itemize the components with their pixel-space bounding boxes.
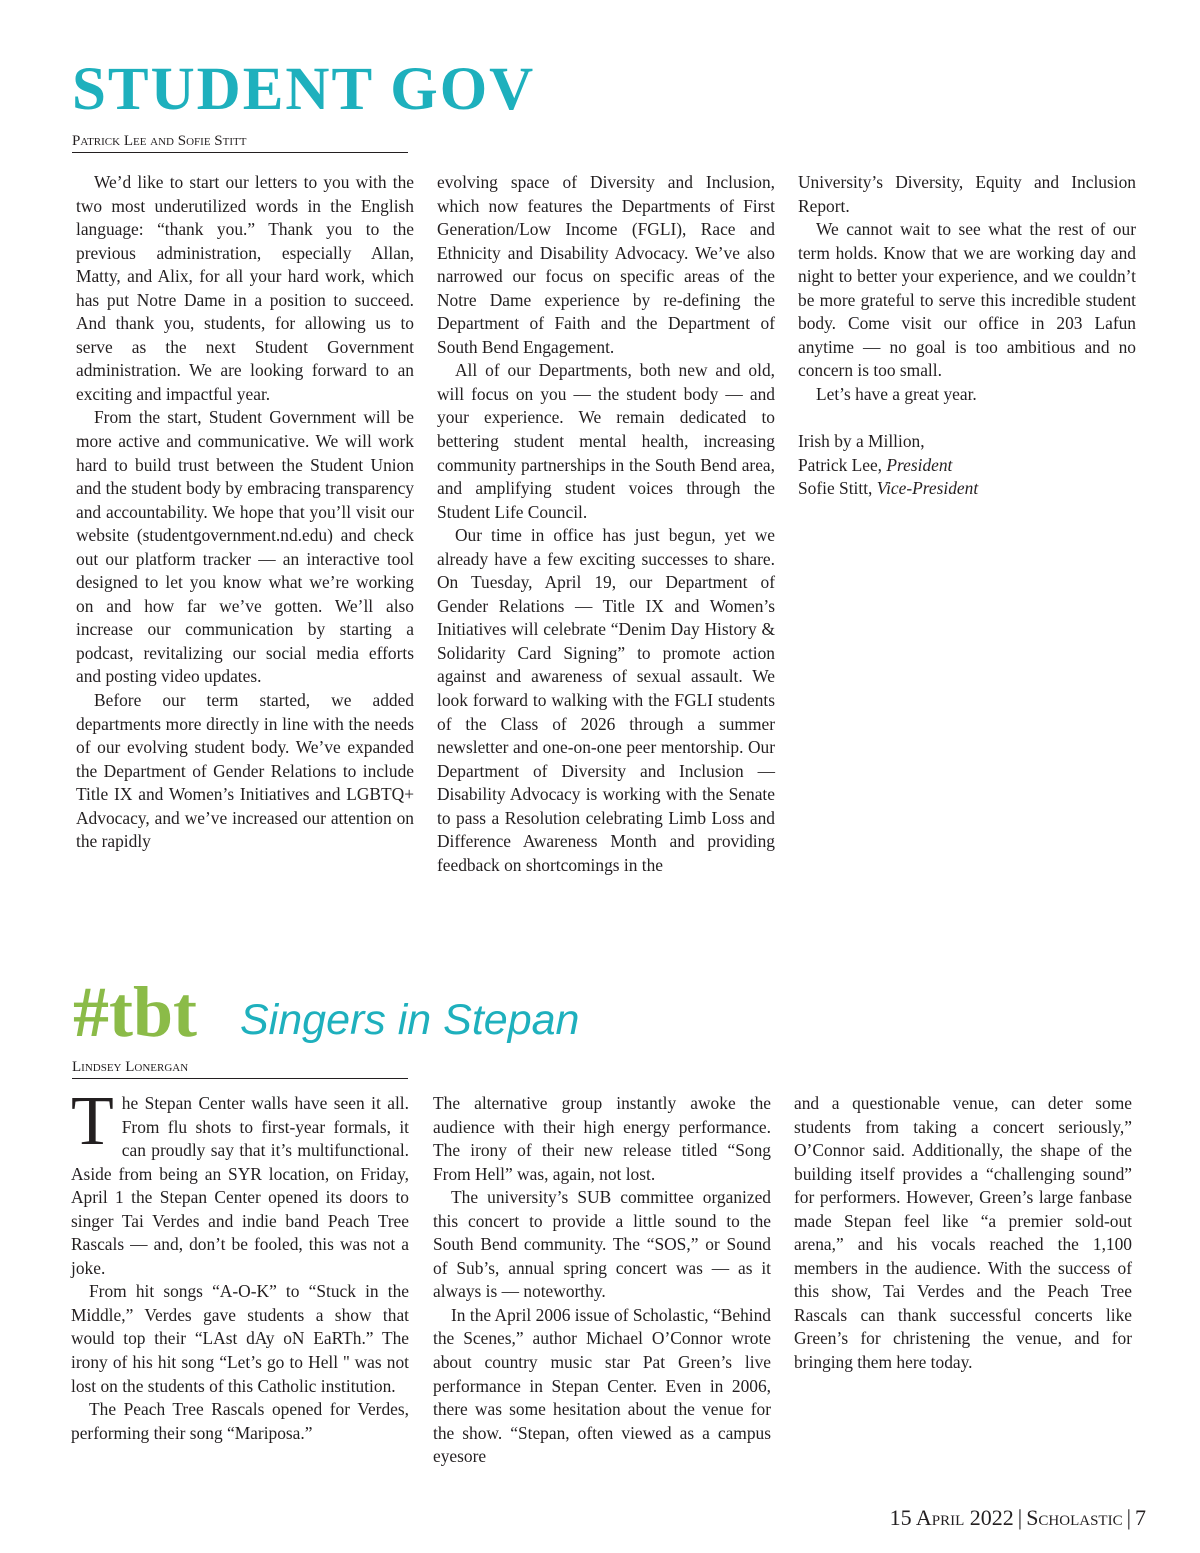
tbt-tag: #tbt [73,972,197,1052]
article-subtitle: Singers in Stepan [240,996,580,1044]
paragraph: We’d like to start our letters to you with the two most underutilized words in the English language: “thank you.” Thank you to the previous administration, especially Allan, Matty, and Alix, for all your hard work, which has put Notre Dame in a position to succeed. And thank you, students, for allowing us to serve as the next Student Government administration. We are looking forward to an exciting and impactful year. [76,172,414,404]
paragraph: In the April 2006 issue of Scholastic, “Behind the Scenes,” author Michael O’Connor wrote about country music star Pat Green’s live performance in Stepan Center. Even in 2006, there was some hesitation about the venue for the show. “Stepan, often viewed as a campus eyesore [433,1304,771,1467]
section-title: STUDENT GOV [72,56,536,123]
paragraph: From hit songs “A-O-K” to “Stuck in the Middle,” Verdes gave students a show that would top their “LAst dAy oN EaRTh.” The irony of his hit song “Let’s go to Hell '' was not lost on the students of this Catholic institution. [71,1281,409,1396]
paragraph: Before our term started, we added departments more directly in line with the needs of our evolving student body. We’ve expanded the Department of Gender Relations to include Title IX and Women’s Initiatives and LGBTQ+ Advocacy, and we’ve increased our attention on the rapidly [76,690,414,852]
paragraph: All of our Departments, both new and old, will focus on you — the student body — and your experience. We remain dedicated to bettering student mental health, increasing community partnerships in the South Bend area, and amplifying student voices through the Student Life Council. [437,360,775,522]
byline: Patrick Lee and Sofie Stitt [72,133,408,153]
paragraph: Our time in office has just begun, yet we already have a few exciting successes to share. On Tuesday, April 19, our Department of Gender Relations — Title IX and Women’s Initiatives will celebrate “Denim Day History & Solidarity Card Signing” to promote action against and awareness of sexual assault. We look forward to walking with the FGLI students of the Class of 2026 through a summer newsletter and one-on-one peer mentorship. Our Department of Diversity and Inclusion — Disability Advocacy is working with the Senate to pass a Resolution celebrating Limb Loss and Difference Awareness Month and providing feedback on shortcomings in the [437,525,775,875]
paragraph: The university’s SUB committee organized this concert to provide a little sound to the South Bend community. The “SOS,” or Sound of Sub’s, annual spring concert was — as it always is — noteworthy. [433,1187,771,1302]
paragraph: Let’s have a great year. [816,383,977,404]
paragraph: evolving space of Diversity and Inclusion, which now features the Departments of First Generation/Low Income (FGLI), Race and Ethnicity and Disability Advocacy. We’ve also narrowed our focus on specific areas of the Notre Dame experience by re-defining the Department of Faith and the Department of South Bend Engagement. [437,172,775,357]
article-column-3 [798,171,1136,501]
signature-name: Sofie Stitt, [798,478,877,499]
issue-date: 15 April 2022 [889,1505,1014,1530]
footer-separator: | [1017,1505,1023,1530]
signature-name: Patrick Lee, [798,454,887,475]
signature-role: Vice-President [876,478,979,499]
paragraph: The alternative group instantly awoke the audience with their high energy performance. The irony of their new release titled “Song From Hell” was, again, not lost. [433,1093,771,1184]
paragraph: University’s Diversity, Equity and Inclusion Report. [798,172,1136,216]
article-column-2 [433,1092,771,1469]
footer-separator: | [1126,1505,1131,1530]
article-column-1 [76,171,414,854]
drop-cap: T [71,1083,114,1160]
paragraph: We cannot wait to see what the rest of our term holds. Know that we are working day and night to better your experience, and we couldn’t be more grateful to serve this incredible student body. Come visit our office in 203 Lafun anytime — no goal is too ambitious and no concern is too small. [798,219,1136,381]
paragraph: and a questionable venue, can deter some students from taking a concert seriously,” O’Connor said. Additionally, the shape of the building itself provides a “challenging sound” for performers. However, Green’s large fanbase made Stepan feel like “a premier sold-out arena,” and his vocals reached the 1,100 members in the audience. With the success of this show, Tai Verdes and the Peach Tree Rascals can thank successful concerts like Green’s for christening the venue, and for bringing them here today. [794,1093,1132,1373]
paragraph [71,1083,409,1280]
signoff: Irish by a Million, [798,431,925,452]
article-column-1 [71,1083,409,1445]
page-footer [890,1503,1146,1533]
byline: Lindsey Lonergan [72,1059,408,1079]
signature-vice-president [798,477,1136,501]
paragraph: From the start, Student Government will be more active and communicative. We will work hard to build trust between the Student Union and the student body by embracing transparency and accountability. We hope that you’ll visit our website (studentgovernment.nd.edu) and check out our platform tracker — an interactive tool designed to let you know what we’re working on and how far we’ve gotten. We’ll also increase our communication by starting a podcast, revitalizing our social media efforts and posting video updates. [76,407,414,687]
article-column-3 [794,1092,1132,1375]
paragraph: The Peach Tree Rascals opened for Verdes, performing their song “Mariposa.” [71,1399,409,1443]
publication-name: Scholastic [1026,1505,1123,1530]
page-number: 7 [1135,1505,1146,1530]
article-column-2 [437,171,775,877]
signature-president [798,454,1136,478]
paragraph-text: he Stepan Center walls have seen it all. From flu shots to first-year formals, it can proudly say that it’s multifunctional. Aside from being an SYR location, on Friday, April 1 the Stepan Center opened its doors to singer Tai Verdes and indie band Peach Tree Rascals — and, don’t be fooled, this was not a joke. [71,1093,409,1278]
signature-role: President [886,454,953,475]
